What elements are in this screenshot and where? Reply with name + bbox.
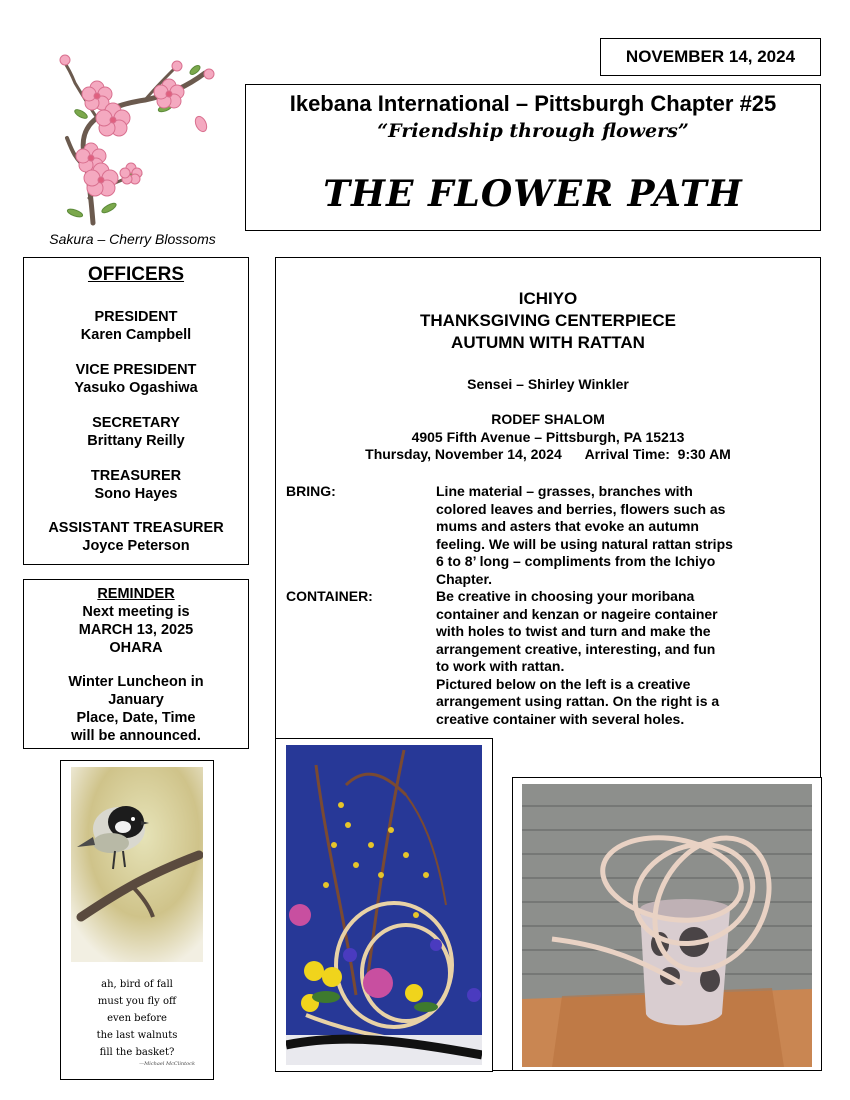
bird-illustration xyxy=(71,767,203,962)
officer-name: Joyce Peterson xyxy=(82,538,190,554)
event-title-line: THANKSGIVING CENTERPIECE xyxy=(420,311,676,330)
container-line: with holes to twist and turn and make the xyxy=(436,623,711,639)
bring-line: Chapter. xyxy=(436,570,493,587)
container-line: container and kenzan or nageire container xyxy=(436,605,718,622)
reminder-line: will be announced. xyxy=(71,728,201,744)
officer-role: VICE PRESIDENT xyxy=(75,362,197,378)
cherry-blossom-illustration xyxy=(45,48,225,230)
poem-line: the last walnuts xyxy=(96,1030,178,1041)
officer-name: Sono Hayes xyxy=(94,486,178,502)
event-venue: RODEF SHALOM xyxy=(491,411,605,427)
reminder-line: OHARA xyxy=(109,640,163,656)
bring-line: 6 to 8’ long – compliments from the Ichiyo xyxy=(436,553,716,569)
container-line: arrangement using rattan. On the right is a xyxy=(436,693,720,709)
motto: “Friendship through flowers” xyxy=(377,120,689,142)
poem-line: must you fly off xyxy=(97,996,177,1007)
bird-poem-card xyxy=(60,760,214,1080)
container-line: Pictured below on the left is a creative xyxy=(436,675,691,692)
masthead xyxy=(245,84,821,231)
reminder-heading: REMINDER xyxy=(97,586,175,602)
event-title-line: ICHIYO xyxy=(518,289,578,308)
container-label: CONTAINER: xyxy=(286,588,373,604)
container-line: to work with rattan. xyxy=(436,658,565,674)
officer-name: Karen Campbell xyxy=(80,327,192,343)
chapter-title: Ikebana International – Pittsburgh Chapter #25 xyxy=(289,91,777,116)
reminder-line: Place, Date, Time xyxy=(76,710,196,726)
reminder-line: MARCH 13, 2025 xyxy=(78,622,194,638)
reminder-line: Next meeting is xyxy=(82,604,190,620)
event-address: 4905 Fifth Avenue – Pittsburgh, PA 15213 xyxy=(411,429,685,445)
bring-line: mums and asters that evoke an autumn xyxy=(436,518,699,534)
poem-line: fill the basket? xyxy=(99,1047,175,1058)
officer-role: PRESIDENT xyxy=(94,309,178,325)
reminder-line: January xyxy=(108,692,164,708)
container-line: Be creative in choosing your moribana xyxy=(436,588,695,604)
sakura-caption: Sakura – Cherry Blossoms xyxy=(49,231,216,247)
officers-panel xyxy=(23,257,249,565)
issue-date: NOVEMBER 14, 2024 xyxy=(600,38,821,76)
officer-name: Brittany Reilly xyxy=(87,433,185,449)
rattan-arrangement-photo xyxy=(275,738,493,1072)
event-datetime: Thursday, November 14, 2024 Arrival Time: 9:30 AM xyxy=(365,446,731,462)
container-line: arrangement creative, interesting, and fun xyxy=(436,640,716,657)
officer-name: Yasuko Ogashiwa xyxy=(74,380,198,396)
event-title-line: AUTUMN WITH RATTAN xyxy=(451,333,645,352)
poem-signature: —Michael McClintock xyxy=(139,1061,195,1067)
bring-label: BRING: xyxy=(286,483,336,499)
officer-role: TREASURER xyxy=(90,468,182,484)
poem-line: ah, bird of fall xyxy=(101,979,173,990)
event-sensei: Sensei – Shirley Winkler xyxy=(467,376,629,392)
officer-role: ASSISTANT TREASURER xyxy=(48,520,224,536)
newsletter-title: THE FLOWER PATH xyxy=(323,173,743,215)
reminder-line: Winter Luncheon in xyxy=(68,674,204,690)
bring-text xyxy=(436,483,776,588)
container-text xyxy=(436,588,776,728)
officers-heading: OFFICERS xyxy=(87,264,185,285)
bring-line: feeling. We will be using natural rattan strips xyxy=(436,535,733,552)
reminder-panel xyxy=(23,579,249,749)
container-with-holes-photo xyxy=(512,777,822,1071)
officer-role: SECRETARY xyxy=(92,415,180,431)
bring-line: colored leaves and berries, flowers such as xyxy=(436,500,726,517)
bring-line: Line material – grasses, branches with xyxy=(436,483,693,499)
container-line: creative container with several holes. xyxy=(436,710,685,727)
poem-line: even before xyxy=(107,1013,167,1024)
